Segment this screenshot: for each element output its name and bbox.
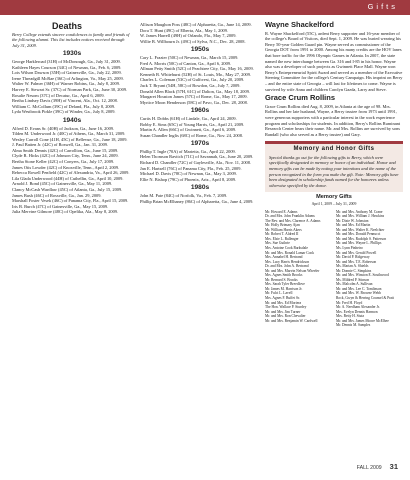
memory-gift-entry: Mrs. Sue Guthrie [265,241,290,246]
memory-gift-entry: Mr. David P. Ridgeway [336,255,370,260]
decade-heading: 1970s [190,140,210,148]
page-number: 31 [389,462,398,471]
obituary-entry: John M. Pate (84C) of Norfolk, Va., Feb. 7, 2009. [140,193,228,199]
obituary-entry: Rebecca Rowell Penfield (42C) of Alexandria, Va., April 26, 2009. [12,170,130,176]
obituary-entry: Lyda Westbrook Pirkle (39C) of Winder, Ga., July 8, 2009. [12,109,116,115]
memory-gift-entry: Mrs. Betty H. Stutz [336,314,365,319]
memory-gift-entry: Mr. and Mrs. Winston E. Southwood [336,273,389,278]
obituary-entry: Wesley Carroll Cone (41H, 45C) of Bellevue, Ga., June 18, 2009. [12,136,128,142]
obituary-entry: Susan Chandler Inglis (68C) of Rome, Ga., Nov. 24, 2008. [140,132,244,138]
obituary-entry: Rosalie Nesom (37C) of Decatur, Ga., April 6, 2009. [12,92,105,98]
feature-bio-shackelford: R. Wayne Shackelford (55C), ardent Berry supporter and 16-year member of the college's Board of Visitors, died Sept. 1, 2009. He was buried wearing his Berry 50-year Golden Guard pin. Wayne served as commissioner of the Georgia DOT from 1991 to 2000. Among his many credits are the HOV lanes that bore traffic for the 1996 Olympic Games in Atlanta. In 2007, the state named the new interchange between Ga. 316 and I-85 in his honor. Wayne also was a developer of such projects as Gwinnett Place Mall. Wayne won Berry's Entrepreneurial Spirit Award and served as a member of the Executive Steering Committee for the college's Century Campaign. His imprint on Berry – and the entire state of Georgia – will last for lifetimes to come. Wayne is survived by wife Anna and children Carolyn Gazda, Larry and Steve. [265,30,403,92]
memory-gift-entry: Mr. and Mrs. Wayne L. Phillips [336,241,382,246]
feature-column [265,22,403,328]
memory-gift-entry: Mr. and Mrs. Donald Pennucci [336,232,381,237]
memory-gift-entry: Mr. Bernard S. Brooks [265,277,298,282]
obituary-entry: Bertha Lindsey Davis (39H) of Vincent, Ala., Oct. 12, 2008. [12,98,118,104]
memory-gift-entry: Rock, Gwyn & Herring Counsel & Pratt [336,296,394,301]
obituary-entry: Allman Petty Smith (52C) of Peachtree City, Ga., May 16, 2009. [140,66,254,72]
obituary-entry: J. Paul Batten Jr. (42C) of Roswell, Ga., Jan. 31, 2009. [12,142,109,148]
obituary-entry: Julia Mervine Gilmore (48C) of Opelika, Ala., May 8, 2009. [12,209,119,215]
decade-heading: 1950s [190,46,210,54]
deaths-list [12,51,132,215]
memory-gift-entry: Mrs. Agnes F. Buffet Sr. [265,296,300,301]
memory-gift-entry: Mr. Holly Brimary Ajan [265,223,300,228]
obituary-entry: Tilden M. Underwood Jr. (40C) of Athens, Ga., March 31, 2009. [12,131,126,137]
obituary-entry: Iris B. Burch (47C) of Gainesville, Ga., May 15, 2009. [12,203,109,209]
memory-gift-entry: Ms. Mildred P. Stinson [336,277,370,282]
obituary-entry: Cary L. Frazier (50C) of Newnan, Ga., March 15, 2009. [140,54,239,60]
obituary-entry: Fred A. Morris (50C) of Canton, Ga., April 6, 2009. [140,60,232,66]
decade-heading: 1930s [62,50,82,58]
memory-gift-entry: The Hon. Wallace P. Sturdey [265,305,307,310]
memory-honor-title: Memory and Honor Gifts [293,146,375,153]
issue-label: FALL 2009 [356,465,382,471]
obituary-entry: Alma Smith Dennis (42C) of Carrollton, Ga., June 15, 2009. [12,147,119,153]
memory-gift-entry: Mr. and Mrs. William J. Hawkins [336,214,385,219]
memory-gift-entry: Mr. and Mrs. Ed Moriera [265,300,302,305]
obituary-entry: Willie B. Willbourn Jr. (49C) of Sylva, N.C., Dec. 28, 2008. [140,38,246,44]
obituary-entry: Bobby E. Sims (65C) of Young Harris, Ga., April 21, 2009. [140,121,245,127]
obituary-entry: Lois Wilson Dawson (35H) of Gainesville, Ga., July 22, 2009. [12,70,122,76]
feature-name-rollins: Grace Crum Rollins [265,93,336,103]
obituary-entry: Walter W. Palmer (36H) of Warner Robins, Ga., July 8, 2009. [12,81,120,87]
memory-gift-entry: Mr. and Mrs. Ronald Lamar Cook [265,250,315,255]
memory-gift-entry: Mr. James M. Harrison Jr. [265,286,303,291]
memory-gift-entry: Mr. and Mrs. Rudolph S. Patterson [336,236,387,241]
deaths-column-1 [12,22,132,215]
memory-gift-entry: Mrs. Annabel H. Bertrand [265,255,303,260]
memory-gift-entry: Dr. and Mrs. John Franklin Adams [265,214,315,219]
memory-gift-entry: Mr. Howard E. Adams [265,209,298,214]
feature-bio-rollins: Grace Crum Rollins died Aug. 8, 2009, in Atlanta at the age of 98. Mrs. Rollins and her late husband, Wayne, a Berry trustee from 1973 until 1991, were generous supporters with a particular interest in the work experience program and scholarships for students. In addition, Berry's Rollins Ruminant Research Center bears their name. Mr. and Mrs. Rollins are survived by sons Randall (who also served as a Berry trustee) and Gary. [265,103,401,137]
memory-gift-entry: Mr. A. Needham Alexander Jr. [336,305,380,310]
memory-gift-entry: Mr. and Mrs. James Moore McElhee [336,318,389,323]
obituary-entry: Charles L. Coleman (53C) of Gulfcrest, Ga., July 20, 2009. [140,77,245,83]
memory-gift-entry: Mrs. Lucy Harris Hendrickson [265,259,310,264]
memory-gift-entry: Mrs. Sarah Tyler Breedlove [265,282,305,287]
memory-gift-entry: Ms. Lynn Pinheiro [336,246,363,250]
memory-gift-entry: The Rev. and Mrs. Clarence A. Adams [265,218,321,223]
obituary-entry: James Bush (46C) of Rossville, Ga., Jan. 29, 2009. [12,192,102,198]
memory-gift-entry: Mr. and Mrs. Marvin Nelson Wheeler [265,268,320,273]
memory-gifts-col-2 [336,210,403,328]
memory-gift-entry: Mrs. Elsie L. Ballenger [265,236,299,241]
memory-gift-entry: Dr. and Mrs. John A. Bertrand [265,264,309,269]
obituary-entry: Phillip T. Ingle (70A) of Marietta, Ga., April 22, 2009. [140,148,236,154]
memory-gift-entry: Mr. and Mrs. W. Browne Webb [336,291,381,296]
memory-gift-entry: Mr. Dixie W. Johnston [336,218,369,223]
decade-heading: 1940s [62,116,82,124]
obituary-entry: Ellie N. Bishop (79C) of Phoenix, Ariz., April 8, 2009. [140,176,237,182]
obituary-entry: Arnold J. Bond (45C) of Gainesville, Ga., May 11, 2009. [12,181,113,187]
feature-name-shackelford: Wayne Shackelford [265,20,334,29]
memory-gift-entry: Mr. Robert T. Aldred II [265,232,299,237]
memory-gift-entry: Mr. and Mrs. Jim Turner [265,309,301,314]
obituary-entry: Irene Threadgill McRae (36C) of Arlington, Va., May 25, 2009. [12,75,124,81]
obituary-entry: Martin A. Allen (66C) of Gwinnett, Ga., April 6, 2009. [140,127,237,133]
obituary-entry: Kathleen Hayes Courson (34C) of Newnan, Ga., Feb. 6, 2009. [12,64,122,70]
memory-gift-entry: Mr. and Mrs. Ed Martin [336,223,371,228]
memory-gift-entry: Mr. and Mrs. Anthony M. Crane [336,209,383,214]
deaths-column-2 [140,22,260,204]
memory-gifts-subtitle: April 1, 2009 – July 31, 2009 [311,202,357,207]
obituary-entry: Curtis H. Dobbs (61H) of Lindale, Ga., April 24, 2009. [140,115,237,121]
obituary-entry: Allison Maughon Poss (48C) of Alpharetta, Ga., June 14, 2009. [140,22,252,27]
obituary-entry: Helen Thomson Ravitch (71C) of Savannah, Ga., June 20, 2009. [140,154,254,160]
obituary-entry: Marshall Foster Vesek (46C) of Panama City, Fla., April 15, 2009. [12,198,129,204]
deaths-list-continued [140,22,260,204]
deaths-heading: Deaths [52,21,83,31]
obituary-entry: Lila Glada Underwood (44H) of Cuthellin, Ga., April 10, 2009. [12,175,124,181]
memory-gift-entry: Mrs. Agnes Smith Brooks [265,273,303,278]
deaths-intro: Berry College extends sincere condolences to family and friends of the following alumni. This list includes notices received through July 31, 2009. [12,31,130,48]
obituary-entry: William C. McCollum (39C) of Deland, Fla., July 8, 2009. [12,103,116,109]
obituary-entry: Alfred D. Evans Sr. (40H) of Jackson, Ga., June 16, 2009. [12,125,115,131]
obituary-entry: Clyde R. Hicks (42C) of Johnson City, Tenn., June 24, 2009. [12,153,119,159]
memory-gift-entry: Mr. Dennis M. Samples [336,323,371,328]
memory-gift-entry: Mr. Fred H. Floyd [336,300,363,305]
memory-honor-text: Special thanks go out for the following gifts to Berry, which were specifically designated in memory or honor of an individual. Honor and memory gifts can be made by noting your intentions and the name of the person recognized in the form you make the gift. Note: Memory gifts have been designated in scholarship funds named for the honorees unless otherwise specified by the donor. [269,154,399,188]
obituary-entry: Phillip Brian McElhaney (86C) of Alpharetta, Ga., June 4, 2009. [140,198,254,204]
obituary-entry: Richard D. Chandler (72C) of Gaylesville, Ala., Nov. 11, 2008. [140,160,252,166]
memory-gift-entry: Mr. and Mrs. Gerald Powell [336,250,377,255]
memory-gift-entry: Mrs. Evelyn Dennis Harmon [336,309,378,314]
obituary-entry: Clancy McCash Wardlaw (45C) of Atlanta, Ga., July 15, 2009. [12,187,123,193]
obituary-entry: Bertha Stone Keller (42C) of Conyers, Ga., July 17, 2009. [12,159,115,165]
memory-gifts-list [265,210,403,328]
obituary-entry: Kenneth B. Whitehurst (52H) of St. Louis, Mo., May 27, 2009. [140,71,252,77]
obituary-entry: Donald Allen Black (57H, 61C) of Dalton, Ga., May 18, 2009. [140,88,250,94]
obituary-entry: Myrtice Moon Henderson (58C) of Pavo, Ga., Dec. 28, 2008. [140,99,248,105]
section-label: Gifts [367,2,398,11]
obituary-entry: W. James Harrell (49H) of Orlando, Fla., May 7, 2009. [140,33,237,39]
memory-gift-entry: Mr. Donnie C. Simpkins [336,268,372,273]
obituary-entry: James Otis Lowder (42C) of Knoxville, Tenn., April 2, 2009. [12,164,120,170]
decade-heading: 1960s [190,107,210,115]
page-footer [357,462,398,471]
memory-gift-entry: Ms. Marian A. Shields [336,264,369,269]
memory-gift-entry: Mr. and Mrs. Benjamin W. Cardwell [265,318,318,323]
memory-gift-entry: Mr. William Harris Akers [265,227,302,232]
memory-gift-entry: Mr. and Mrs. T.E. Roberson [336,259,377,264]
memory-gifts-title: Memory Gifts [316,194,352,201]
memory-gift-entry: Mr. and Mrs. Lee C. Tomlinson [336,286,382,291]
memory-gift-entry: Ms. Malcolm A. Sullivan [336,282,373,287]
obituary-entry: Jan E. Hartsell (76C) of Panama City, Fla., Feb. 25, 2009. [140,165,242,171]
obituary-entry: George Harkleroad (31H) of McDonough, Ga., July 31, 2009. [12,58,121,64]
decade-heading: 1980s [190,184,210,192]
obituary-entry: Dora T. Hunt (49C) of Elberta, Ala., May 1, 2009. [140,27,228,33]
memory-gift-entry: Mr. and Mrs. Walter K. Neelchter [336,227,385,232]
memory-gift-entry: Mr. and Mrs. Ron Chevalier [265,314,306,319]
obituary-entry: Harvey E. Stewart Sr. (37C) of Norman Park, Ga., June 30, 2009. [12,86,128,92]
memory-honor-box [265,141,403,192]
memory-gift-entry: Mr. Fulci L. Lavell [265,291,293,296]
obituary-entry: Michael D. Davis (78C) of Newnan, Ga., May 3, 2009. [140,171,237,177]
obituary-entry: Jack T. Bryant (54H, 58C) of Bowdon, Ga., July 7, 2009. [140,82,241,88]
obituary-entry: Margaret Houston James (57C) of Rome, Ga., May 17, 2009. [140,94,248,100]
memory-gifts-col-1 [265,210,332,328]
memory-gift-entry: Mrs. Antoine Cook Barksdale [265,246,308,250]
top-banner [0,0,410,15]
